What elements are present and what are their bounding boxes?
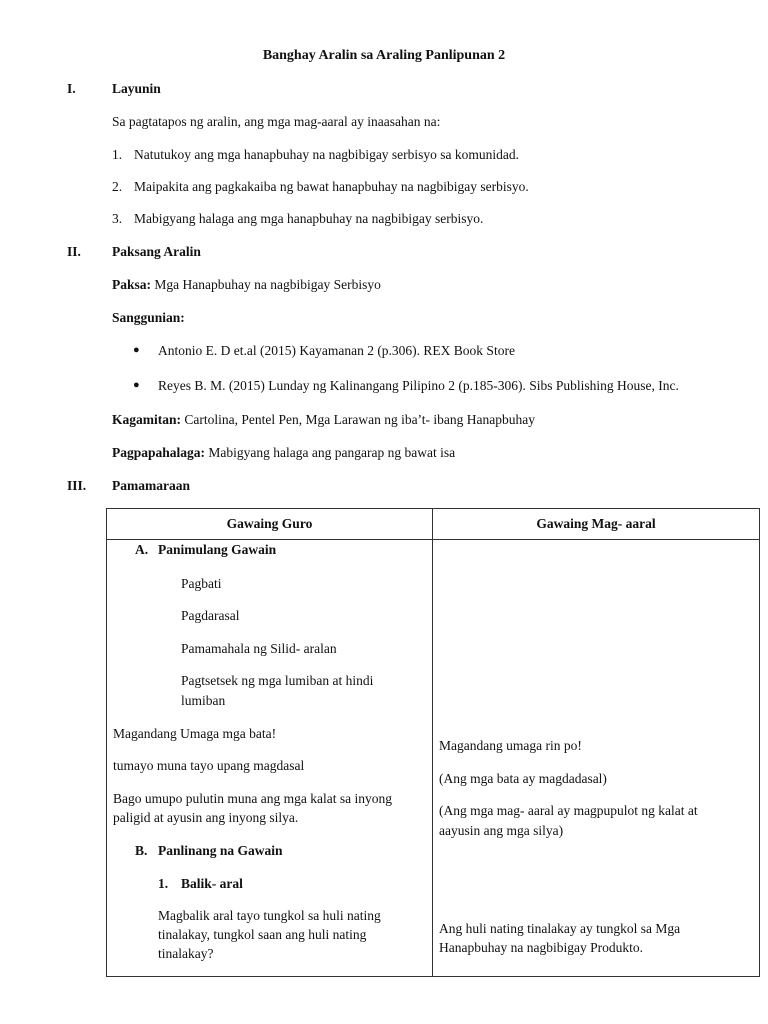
teacher-line: Magandang Umaga mga bata! — [113, 726, 277, 741]
student-line: (Ang mga bata ay magdadasal) — [439, 771, 607, 786]
step-title: Panimulang Gawain — [158, 542, 277, 557]
activity-item: lumiban — [181, 693, 226, 708]
teacher-line: tumayo muna tayo upang magdasal — [113, 758, 305, 773]
objective-text: Mabigyang halaga ang mga hanapbuhay na nagbibigay serbisyo. — [134, 211, 484, 226]
section-number-2: II. — [67, 244, 81, 259]
objective-number: 1. — [112, 147, 123, 162]
teacher-line: tinalakay? — [158, 946, 214, 961]
sanggunian-label: Sanggunian: — [112, 310, 185, 325]
substep-label: 1. — [158, 876, 169, 891]
header-gawaing-guro: Gawaing Guro — [107, 509, 433, 540]
teacher-line: Bago umupo pulutin muna ang mga kalat sa inyong — [113, 791, 392, 806]
step-title: Panlinang na Gawain — [158, 843, 283, 858]
kagamitan-line — [112, 411, 535, 429]
step-label: A. — [135, 542, 149, 557]
paksa-line — [112, 276, 381, 294]
bullet-icon: ● — [133, 344, 140, 356]
reference-item: Reyes B. M. (2015) Lunday ng Kalinangang Pilipino 2 (p.185-306). Sibs Publishing House, Inc. — [158, 378, 679, 393]
objective-number: 2. — [112, 179, 123, 194]
pagpapahalaga-value: Mabigyang halaga ang pangarap ng bawat isa — [208, 445, 456, 460]
teacher-line: Magbalik aral tayo tungkol sa huli nating — [158, 908, 381, 923]
pagpapahalaga-line — [112, 444, 455, 462]
student-line: Ang huli nating tinalakay ay tungkol sa Mga — [439, 921, 681, 936]
bullet-icon: ● — [133, 379, 140, 391]
student-activities-cell — [433, 540, 760, 977]
pagpapahalaga-label: Pagpapahalaga: — [112, 445, 206, 460]
section-heading-layunin: Layunin — [112, 81, 161, 96]
teacher-line: paligid at ayusin ang inyong silya. — [113, 810, 299, 825]
paksa-value: Mga Hanapbuhay na nagbibigay Serbisyo — [154, 277, 381, 292]
activity-item: Pagdarasal — [181, 608, 240, 623]
substep-title: Balik- aral — [181, 876, 243, 891]
activity-item: Pamamahala ng Silid- aralan — [181, 641, 337, 656]
layunin-intro: Sa pagtatapos ng aralin, ang mga mag-aaral ay inaasahan na: — [112, 114, 441, 129]
step-label: B. — [135, 843, 148, 858]
table-row — [107, 540, 760, 977]
paksa-label: Paksa: — [112, 277, 152, 292]
section-heading-pamamaraan: Pamamaraan — [112, 478, 190, 493]
student-line: aayusin ang mga silya) — [439, 823, 564, 838]
table-header-row — [107, 509, 760, 540]
teacher-activities-cell — [107, 540, 433, 977]
reference-item: Antonio E. D et.al (2015) Kayamanan 2 (p.306). REX Book Store — [158, 343, 515, 358]
activity-item: Pagbati — [181, 576, 222, 591]
header-gawaing-mag-aaral: Gawaing Mag- aaral — [433, 509, 760, 540]
lesson-procedure-table — [106, 508, 760, 977]
objective-text: Natutukoy ang mga hanapbuhay na nagbibigay serbisyo sa komunidad. — [134, 147, 520, 162]
section-number-1: I. — [67, 81, 76, 96]
teacher-line: tinalakay, tungkol saan ang huli nating — [158, 927, 367, 942]
section-number-3: III. — [67, 478, 87, 493]
objective-text: Maipakita ang pagkakaiba ng bawat hanapbuhay na nagbibigay serbisyo. — [134, 179, 529, 194]
document-title: Banghay Aralin sa Araling Panlipunan 2 — [262, 48, 506, 63]
kagamitan-value: Cartolina, Pentel Pen, Mga Larawan ng iba’t- ibang Hanapbuhay — [184, 412, 536, 427]
kagamitan-label: Kagamitan: — [112, 412, 181, 427]
student-line: Hanapbuhay na nagbibigay Produkto. — [439, 940, 643, 955]
objective-number: 3. — [112, 211, 123, 226]
section-heading-paksang-aralin: Paksang Aralin — [112, 244, 201, 259]
activity-item: Pagtsetsek ng mga lumiban at hindi — [181, 673, 374, 688]
student-line: Magandang umaga rin po! — [439, 738, 582, 753]
student-line: (Ang mga mag- aaral ay magpupulot ng kalat at — [439, 803, 698, 818]
